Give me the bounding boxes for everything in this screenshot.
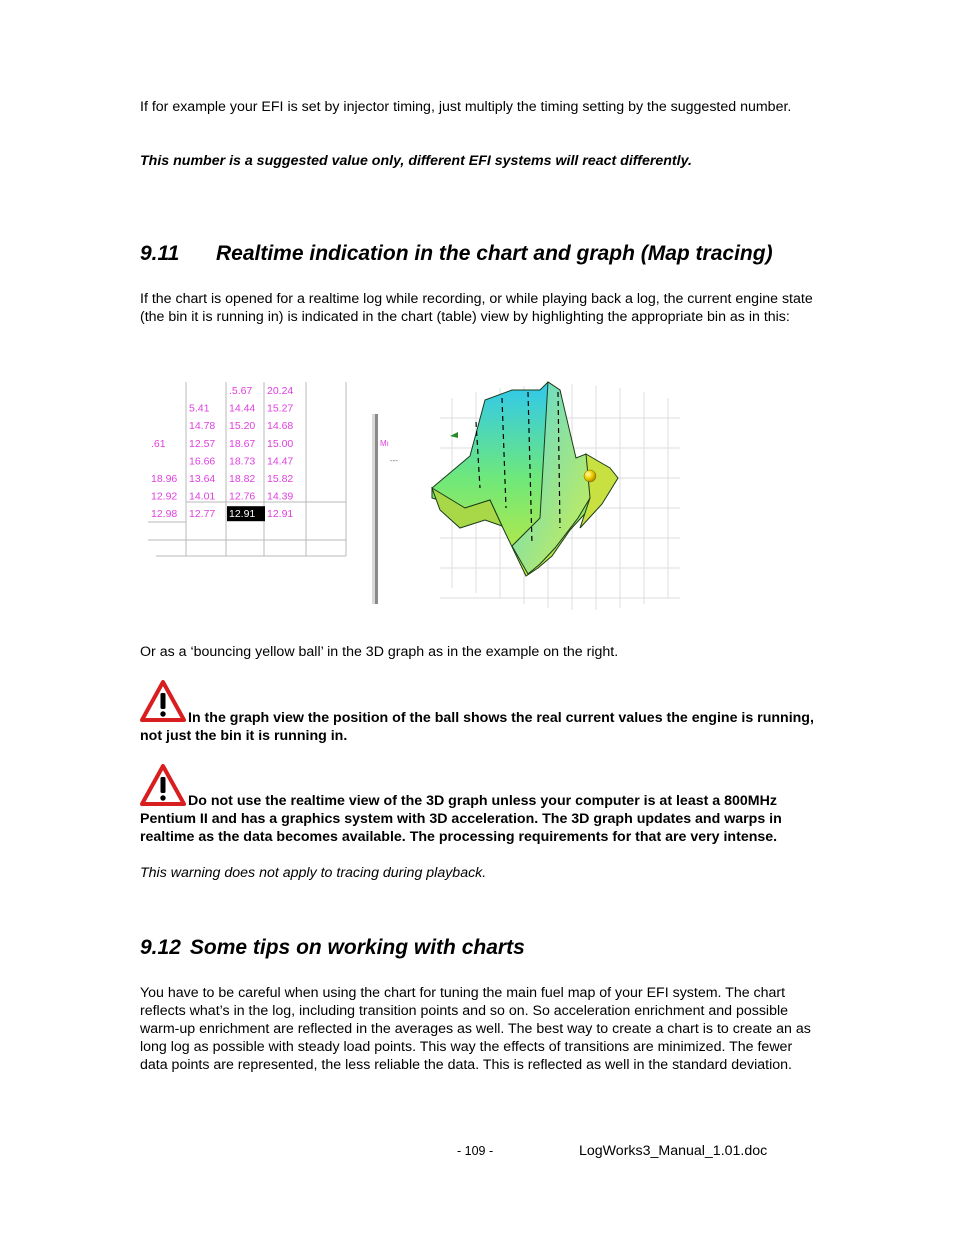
- table-cell: 12.77: [189, 508, 216, 521]
- table-cell: 16.66: [189, 455, 216, 468]
- warning2-paragraph: [140, 792, 820, 846]
- heading-title: Realtime indication in the chart and graph (Map tracing): [216, 242, 773, 265]
- warning1-text: In the graph view the position of the ball shows the real current values the engine is running, not just the bin it is running in.: [140, 710, 814, 744]
- warning2-text: Do not use the realtime view of the 3D graph unless your computer is at least a 800MHz Pentium II and has a graphics system with 3D acceleration. The 3D graph updates and warps in realtime as the data becomes available. The processing requirements for that are very intense.: [140, 793, 782, 845]
- table-cell: 12.98: [151, 508, 178, 521]
- table-cell: 12.91: [267, 508, 294, 521]
- warning2-note: This warning does not apply to tracing during playback.: [140, 865, 487, 881]
- side-dash: ---: [390, 456, 398, 465]
- table-cell: 20.24: [267, 385, 294, 397]
- side-label: Mı: [380, 439, 389, 448]
- table-cell: 12.76: [229, 490, 256, 503]
- table-cell: 14.01: [189, 490, 216, 503]
- table-cell: 18.82: [229, 473, 256, 485]
- heading-9-11: [140, 241, 773, 267]
- table-cell: 14.68: [267, 420, 294, 433]
- heading-number: 9.11: [140, 242, 180, 265]
- table-cell: 18.73: [229, 455, 256, 468]
- 3d-graph: [430, 378, 722, 624]
- table-cell: 15.82: [267, 473, 294, 485]
- note-paragraph: This number is a suggested value only, different EFI systems will react differently.: [140, 153, 692, 169]
- table-cell: 15.20: [229, 420, 256, 433]
- heading-title: Some tips on working with charts: [189, 936, 525, 959]
- map-tracing-illustration: [140, 378, 722, 624]
- ball-paragraph: Or as a ‘bouncing yellow ball’ in the 3D graph as in the example on the right.: [140, 644, 619, 660]
- footer-filename: LogWorks3_Manual_1.01.doc: [579, 1143, 768, 1159]
- table-cell: 14.44: [229, 402, 256, 415]
- highlighted-bin-value: 12.91: [229, 508, 256, 521]
- table-cell: 12.92: [151, 490, 178, 503]
- table-cell: 5.41: [189, 402, 210, 415]
- warning1-paragraph: [140, 709, 820, 745]
- table-cell: 12.57: [189, 437, 216, 450]
- intro-paragraph: If for example your EFI is set by injector timing, just multiply the timing setting by the suggested number.: [140, 99, 792, 115]
- table-cell: 13.64: [189, 473, 216, 485]
- table-cell: 18.67: [229, 437, 256, 450]
- table-cell: 14.47: [267, 455, 294, 468]
- table-cell: .5.67: [229, 385, 253, 397]
- table-cell: 15.00: [267, 437, 294, 450]
- table-cell: 15.27: [267, 402, 294, 415]
- chart-intro-paragraph: If the chart is opened for a realtime log while recording, or while playing back a log, the current engine state (the bin it is running in) is indicated in the chart (table) view by highlighting the appropriate bin as in this:: [140, 291, 813, 325]
- heading-number: 9.12: [140, 936, 181, 959]
- heading-9-12: [140, 935, 525, 961]
- page-number: - 109 -: [457, 1144, 494, 1158]
- table-cell: .61: [151, 437, 166, 450]
- tips-paragraph: You have to be careful when using the chart for tuning the main fuel map of your EFI system. The chart reflects what’s in the log, including transition points and so on. So acceleration enrichment and possible warm-up enrichment are reflected in the averages as well. The best way to create a chart is to create an as long log as possible with steady load points. This way the effects of transitions are minimized. The fewer data points are represented, the less reliable the data. This is reflected as well in the standard deviation.: [140, 985, 811, 1073]
- table-cell: 18.96: [151, 473, 178, 485]
- table-cell: 14.39: [267, 490, 294, 503]
- yellow-ball-icon: [584, 470, 596, 482]
- table-cell: 14.78: [189, 420, 216, 433]
- map-tracing-figure: [140, 378, 722, 624]
